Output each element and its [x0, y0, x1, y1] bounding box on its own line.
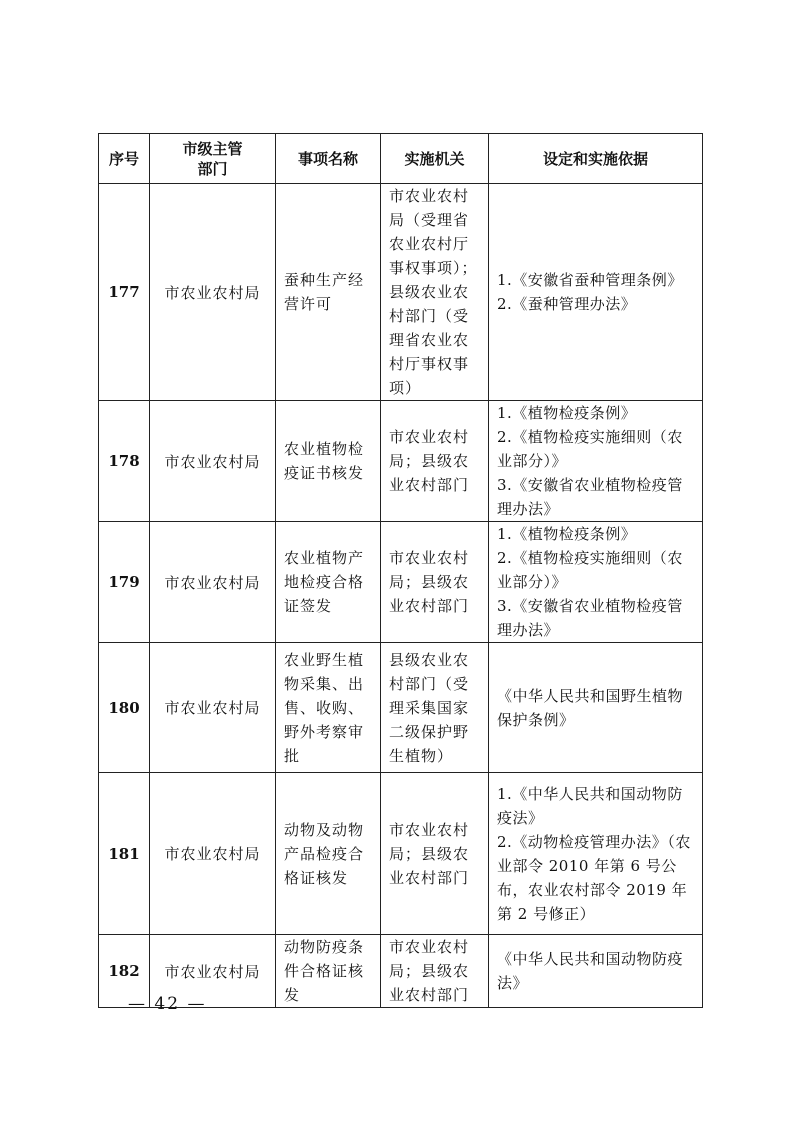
row-dept: 市农业农村局: [150, 184, 276, 401]
header-org: 实施机关: [381, 134, 489, 184]
basis-line: 3.《安徽省农业植物检疫管理办法》: [497, 597, 683, 639]
row-num: 178: [99, 401, 150, 522]
row-num: 181: [99, 773, 150, 935]
basis-line: 2.《植物检疫实施细则（农业部分）》: [497, 428, 683, 470]
admin-license-table: [98, 133, 703, 1008]
row-item: 动物防疫条件合格证核发: [276, 935, 381, 1008]
header-dept-line-2: 部门: [197, 159, 228, 178]
header-dept-line-1: 市级主管: [182, 139, 243, 158]
row-basis: [489, 643, 703, 773]
table-row: [99, 522, 703, 643]
row-org: 市农业农村局；县级农业农村部门: [381, 522, 489, 643]
table-row: [99, 773, 703, 935]
row-org: 县级农业农村部门（受理采集国家二级保护野生植物）: [381, 643, 489, 773]
row-item: 农业植物产地检疫合格证签发: [276, 522, 381, 643]
table-row: [99, 643, 703, 773]
page-number: — 42 —: [128, 994, 207, 1014]
basis-line: 3.《安徽省农业植物检疫管理办法》: [497, 476, 683, 518]
header-item: 事项名称: [276, 134, 381, 184]
header-dept: [150, 134, 276, 184]
basis-line: 1.《安徽省蚕种管理条例》: [497, 271, 683, 289]
basis-line: 2.《植物检疫实施细则（农业部分）》: [497, 549, 683, 591]
row-basis: [489, 401, 703, 522]
row-basis: [489, 935, 703, 1008]
row-org: 市农业农村局；县级农业农村部门: [381, 773, 489, 935]
row-item: 蚕种生产经营许可: [276, 184, 381, 401]
basis-line: 1.《植物检疫条例》: [497, 404, 637, 422]
row-dept: 市农业农村局: [150, 643, 276, 773]
basis-line: 2.《蚕种管理办法》: [497, 295, 637, 313]
table-row: [99, 401, 703, 522]
row-dept: 市农业农村局: [150, 935, 276, 1008]
row-org: 市农业农村局；县级农业农村部门: [381, 401, 489, 522]
basis-line: 2.《动物检疫管理办法》（农业部令 2010 年第 6 号公布，农业农村部令 2019 年第 2 号修正）: [497, 832, 691, 923]
row-basis: [489, 522, 703, 643]
row-org: 市农业农村局（受理省农业农村厅事权事项）；县级农业农村部门（受理省农业农村厅事权事项）: [381, 184, 489, 401]
row-basis: [489, 184, 703, 401]
row-dept: 市农业农村局: [150, 773, 276, 935]
row-num: 177: [99, 184, 150, 401]
row-dept: 市农业农村局: [150, 522, 276, 643]
basis-line: 1.《植物检疫条例》: [497, 525, 637, 543]
row-item: 农业植物检疫证书核发: [276, 401, 381, 522]
table-header-row: [99, 134, 703, 184]
basis-line: 《中华人民共和国野生植物保护条例》: [497, 686, 684, 729]
row-dept: 市农业农村局: [150, 401, 276, 522]
row-org: 市农业农村局；县级农业农村部门: [381, 935, 489, 1008]
row-num: 180: [99, 643, 150, 773]
basis-line: 《中华人民共和国动物防疫法》: [497, 950, 684, 992]
header-basis: 设定和实施依据: [489, 134, 703, 184]
row-item: 动物及动物产品检疫合格证核发: [276, 773, 381, 935]
row-item: 农业野生植物采集、出售、收购、野外考察审批: [276, 643, 381, 773]
row-num: 182: [99, 935, 150, 1008]
basis-line: 1.《中华人民共和国动物防疫法》: [497, 784, 683, 827]
table-row: [99, 184, 703, 401]
row-basis: [489, 773, 703, 935]
row-num: 179: [99, 522, 150, 643]
header-num: 序号: [99, 134, 150, 184]
